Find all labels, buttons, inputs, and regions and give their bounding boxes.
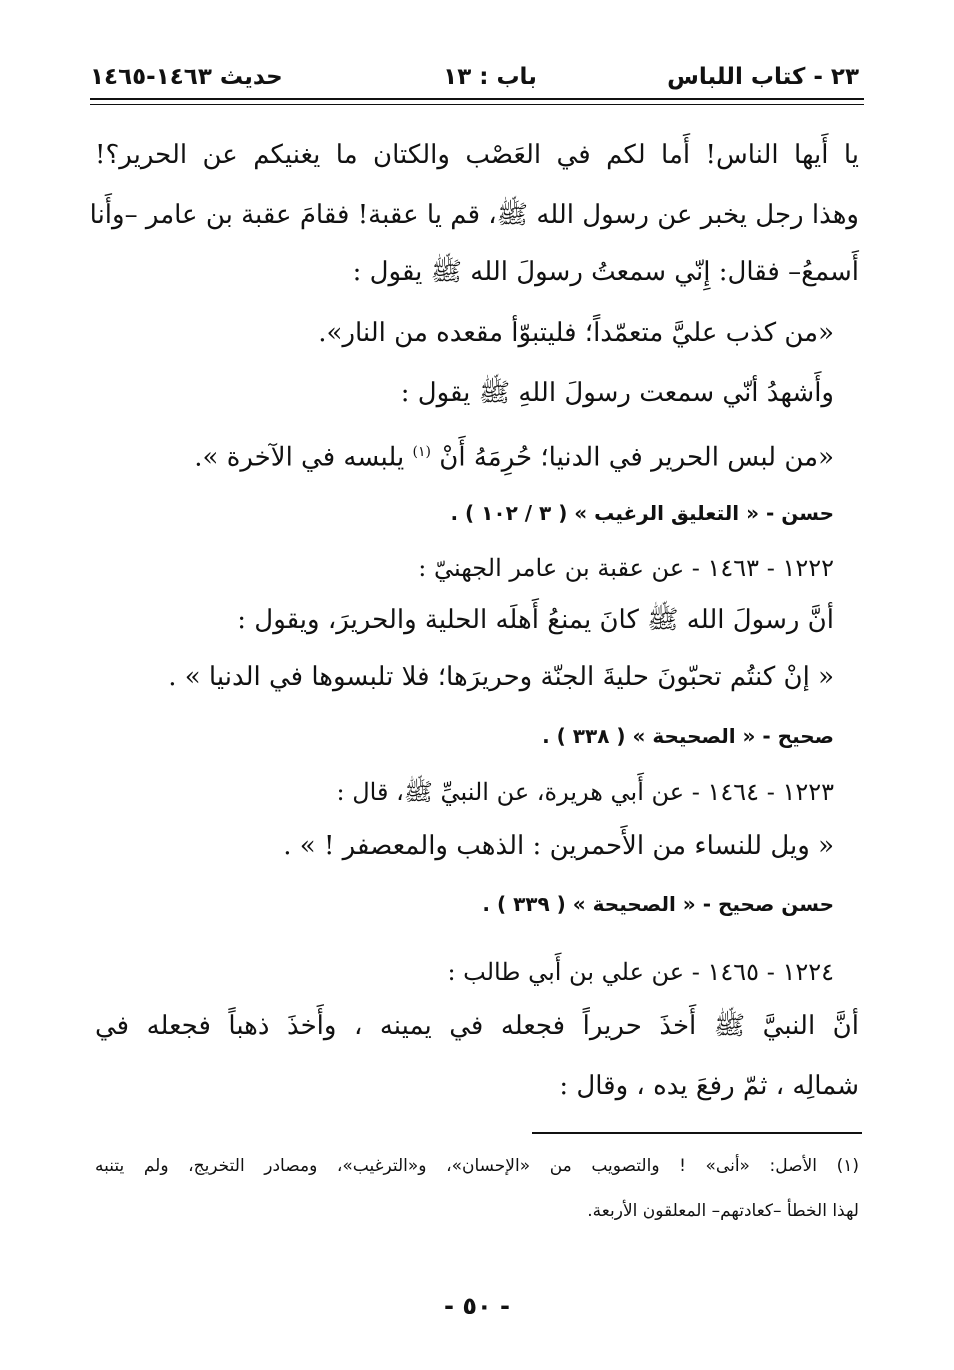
hadith-heading: ١٢٢٢ - ١٤٦٣ - عن عقبة بن عامر الجهنيّ :	[418, 554, 834, 582]
header-rule-thick	[90, 98, 864, 100]
footnote-line: لهذا الخطأ –كعادتهم– المعلقون الأربعة.	[587, 1201, 859, 1221]
page-number: - ٥٠ -	[444, 1292, 510, 1320]
text-line: أنَّ النبيَّ ﷺ أَخذَ حريراً فجعله في يمينه ، وأَخذَ ذهباً فجعله في	[95, 1011, 859, 1041]
footnote-line: (١) الأصل: «أنى» ! والتصويب من «الإحسان»، و«الترغيب»، ومصادر التخريج، ولم يتنبه	[95, 1156, 859, 1176]
text-line: وأَشهدُ أنّي سمعت رسولَ اللهِ ﷺ يقول :	[400, 378, 834, 408]
footnote-rule	[532, 1132, 862, 1134]
hadith-heading: ١٢٢٤ - ١٤٦٥ - عن علي بن أَبي طالب :	[447, 958, 834, 986]
text-line: « إنْ كنتُم تحبّونَ حليةَ الجنّة وحريرَها؛ فلا تلبسوها في الدنيا » .	[168, 662, 834, 692]
section-label: باب : ١٣	[443, 64, 537, 90]
grading-line: حسن صحيح - « الصحيحة » ( ٣٣٩ ) .	[482, 892, 834, 916]
text-line-with-footnote	[194, 432, 834, 478]
text-line: يا أَيها الناس! أَما لكم في العَصْب والكتان ما يغنيكم عن الحرير؟!	[95, 140, 859, 170]
text-line: وهذا رجل يخبر عن رسول الله ﷺ، قم يا عقبة! فقامَ عقبة بن عامر –وأَنا	[89, 200, 859, 230]
text-segment: «من لبس الحرير في الدنيا؛ حُرِمَهُ أَنْ	[439, 442, 834, 473]
grading-line: صحيح - « الصحيحة » ( ٣٣٨ ) .	[542, 724, 834, 748]
text-line: أنَّ رسولَ الله ﷺ كانَ يمنعُ أَهلَه الحلية والحريرَ، ويقول :	[237, 605, 834, 635]
footnote-ref: (١)	[412, 444, 431, 460]
header-rule-thin	[90, 104, 864, 105]
text-line: «من كذب عليَّ متعمّداً؛ فليتبوّأ مقعده من النار».	[318, 318, 834, 348]
text-line: « ويل للنساء من الأَحمرين : الذهب والمعصفر ! » .	[283, 831, 834, 861]
hadith-heading: ١٢٢٣ - ١٤٦٤ - عن أَبي هريرة، عن النبيِّ ﷺ، قال :	[336, 778, 834, 806]
hadith-range: حديث ١٤٦٣-١٤٦٥	[90, 64, 283, 90]
text-line: شمالِه ، ثمّ رفعَ يده ، وقال :	[559, 1071, 859, 1101]
text-line: أَسمعُ– فقال: إِنّي سمعتُ رسولَ الله ﷺ يقول :	[352, 257, 859, 287]
chapter-title: ٢٣ - كتاب اللباس	[667, 64, 859, 90]
text-segment: يلبسه في الآخرة ».	[194, 442, 405, 473]
grading-line: حسن - « التعليق الرغيب » ( ٣ / ١٠٢ ) .	[450, 501, 834, 525]
